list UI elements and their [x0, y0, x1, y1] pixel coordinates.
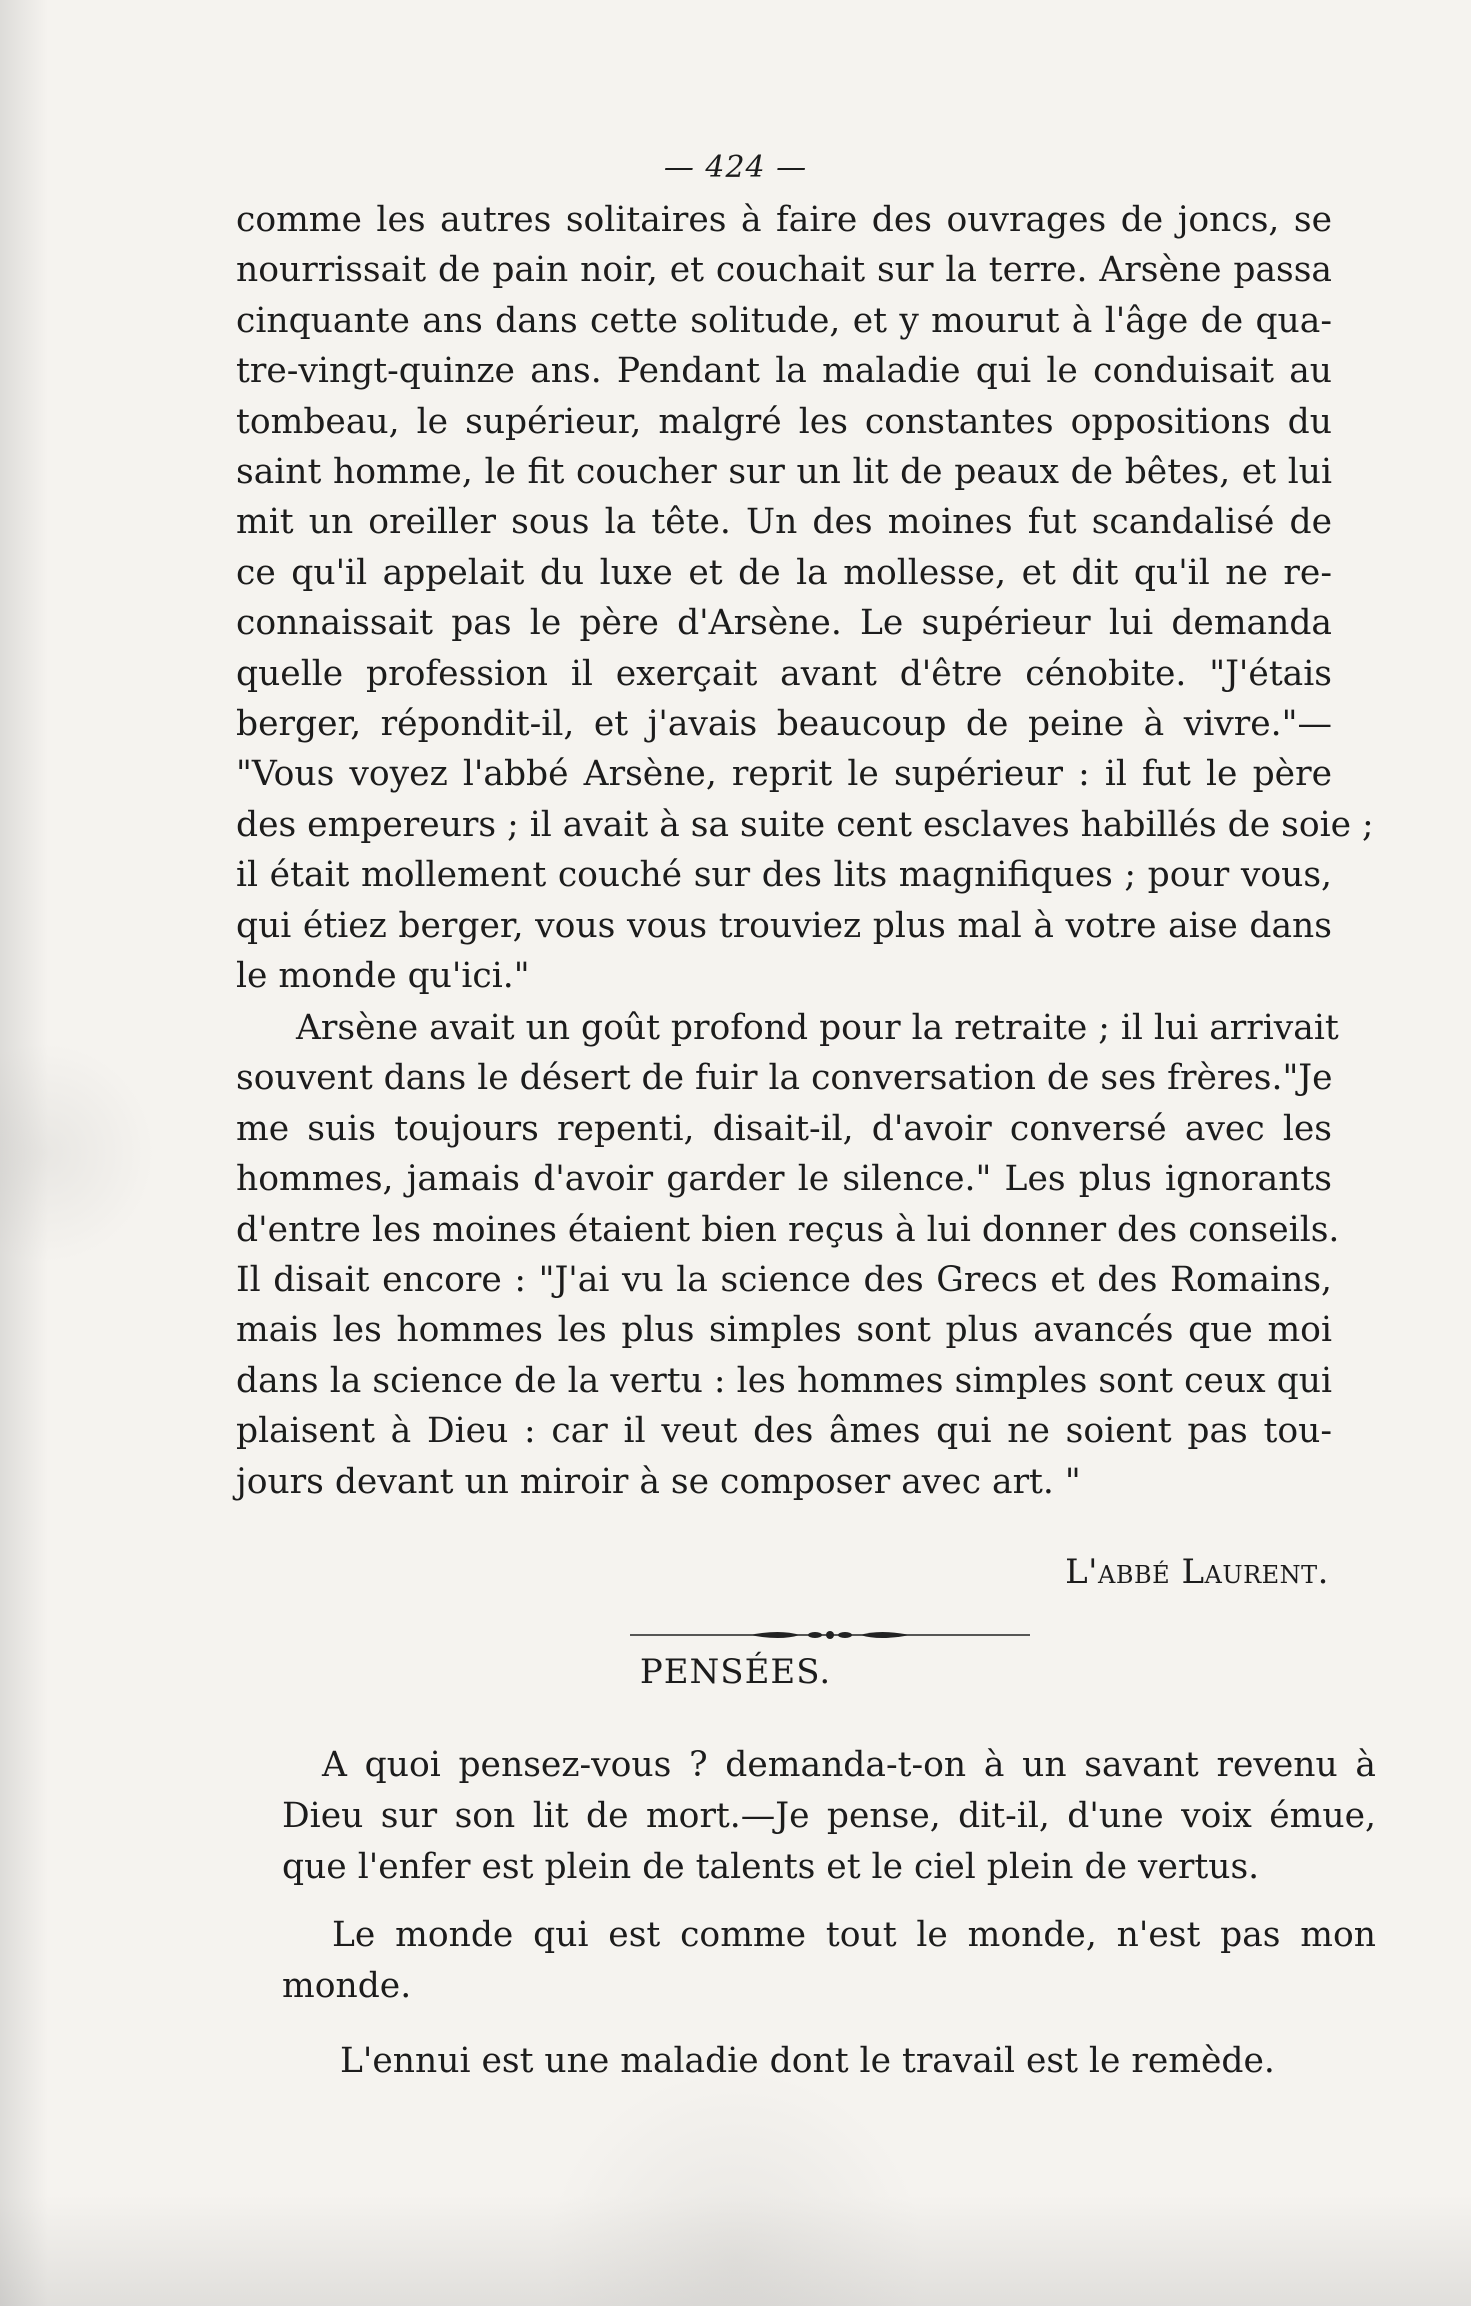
- text-line: Dieu sur son lit de mort.—Je pense, dit-il, d'une voix émue,: [282, 1796, 1376, 1836]
- text-line: tre-vingt-quinze ans. Pendant la maladie qui le conduisait au: [236, 351, 1332, 392]
- text-line: plaisent à Dieu : car il veut des âmes qui ne soient pas tou-: [236, 1411, 1332, 1452]
- text-line: Le monde qui est comme tout le monde, n'est pas mon: [332, 1915, 1376, 1955]
- body-paragraph-2: [236, 1003, 1340, 1507]
- text-line: A quoi pensez-vous ? demanda-t-on à un savant revenu à: [322, 1745, 1376, 1785]
- text-line: ce qu'il appelait du luxe et de la mollesse, et dit qu'il ne re-: [236, 552, 1332, 593]
- text-line: le monde qu'ici.": [236, 956, 530, 997]
- text-line: Arsène avait un goût profond pour la retraite ; il lui arrivait: [296, 1008, 1339, 1048]
- text-line: mais les hommes les plus simples sont plus avancés que moi: [236, 1310, 1332, 1351]
- text-line: "Vous voyez l'abbé Arsène, reprit le supérieur : il fut le père: [236, 754, 1332, 795]
- text-line: nourrissait de pain noir, et couchait sur la terre. Arsène passa: [236, 250, 1332, 291]
- text-line: des empereurs ; il avait à sa suite cent esclaves habillés de soie ;: [236, 804, 1374, 845]
- text-line: que l'enfer est plein de talents et le ciel plein de vertus.: [282, 1847, 1260, 1887]
- text-line: souvent dans le désert de fuir la conversation de ses frères."Je: [236, 1058, 1333, 1099]
- text-line: me suis toujours repenti, disait-il, d'avoir conversé avec les: [236, 1108, 1332, 1149]
- pensee-2: [282, 1910, 1376, 2012]
- text-line: L'ennui est une maladie dont le travail est le remède.: [340, 2041, 1275, 2081]
- text-line: qui étiez berger, vous vous trouviez plus mal à votre aise dans: [236, 905, 1332, 946]
- text-line: quelle profession il exerçait avant d'être cénobite. "J'étais: [236, 653, 1332, 694]
- pensee-1: [282, 1740, 1376, 1893]
- page-bottom-shadow: [0, 2196, 1471, 2306]
- text-line: dans la science de la vertu : les hommes simples sont ceux qui: [236, 1360, 1332, 1401]
- text-line: hommes, jamais d'avoir garder le silence." Les plus ignorants: [236, 1159, 1332, 1200]
- page-number: — 424 —: [663, 150, 808, 185]
- text-line: mit un oreiller sous la tête. Un des moines fut scandalisé de: [236, 502, 1332, 543]
- text-line: berger, répondit-il, et j'avais beaucoup de peine à vivre."—: [236, 704, 1332, 745]
- text-line: tombeau, le supérieur, malgré les constantes oppositions du: [236, 401, 1332, 442]
- text-line: jours devant un miroir à se composer avec art. ": [236, 1461, 1081, 1502]
- text-line: connaissait pas le père d'Arsène. Le supérieur lui demanda: [236, 603, 1332, 644]
- text-line: monde.: [282, 1966, 412, 2006]
- text-line: saint homme, le fit coucher sur un lit de peaux de bêtes, et lui: [236, 452, 1332, 493]
- text-line: comme les autres solitaires à faire des ouvrages de joncs, se: [236, 200, 1332, 240]
- text-line: cinquante ans dans cette solitude, et y mourut à l'âge de qua-: [236, 300, 1332, 341]
- text-line: il était mollement couché sur des lits magnifiques ; pour vous,: [236, 855, 1332, 896]
- section-title: PENSÉES.: [639, 1652, 832, 1692]
- page-edge-shadow: [0, 0, 48, 2306]
- pensee-3: [282, 2036, 1376, 2087]
- text-line: d'entre les moines étaient bien reçus à lui donner des conseils.: [236, 1209, 1340, 1250]
- ornamental-separator: [630, 1628, 1030, 1642]
- text-line: Il disait encore : "J'ai vu la science des Grecs et des Romains,: [236, 1260, 1332, 1301]
- author-signature: L'abbé Laurent.: [1065, 1552, 1329, 1592]
- body-paragraph-1: [236, 195, 1374, 1002]
